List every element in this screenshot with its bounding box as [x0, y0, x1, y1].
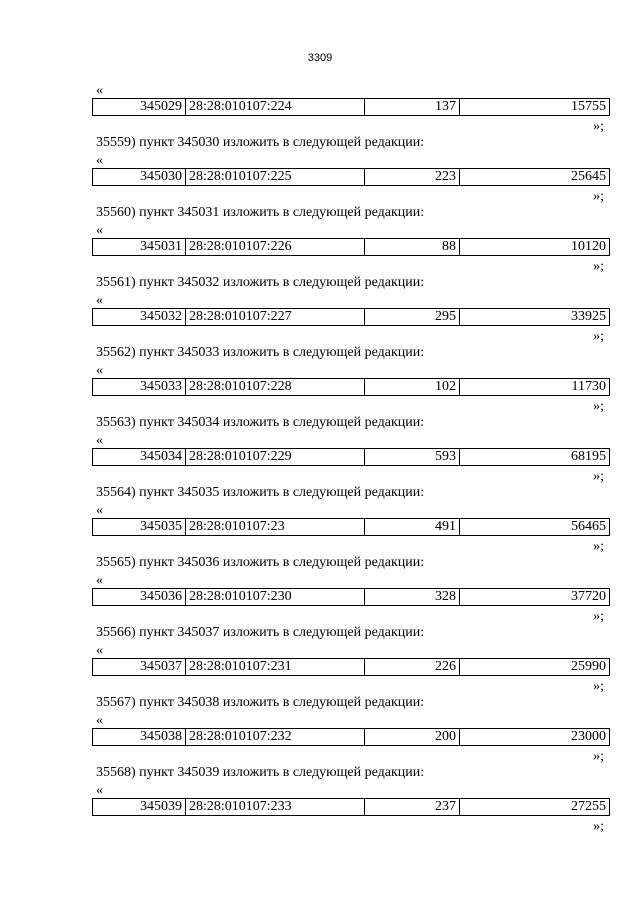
table-row	[93, 659, 610, 676]
open-quote: «	[96, 83, 103, 98]
table-row	[93, 99, 610, 116]
close-quote: »;	[593, 679, 604, 694]
table-row	[93, 519, 610, 536]
amendment-block	[92, 294, 610, 364]
table-row	[93, 239, 610, 256]
amendment-block	[92, 504, 610, 574]
close-quote: »;	[593, 189, 604, 204]
close-quote: »;	[593, 749, 604, 764]
amendment-instruction: 35568) пункт 345039 изложить в следующей редакции:	[96, 765, 425, 780]
cadastral-number: 28:28:010107:230	[186, 589, 365, 606]
record-table	[92, 448, 610, 466]
area-value: 328	[365, 589, 460, 606]
amount-value: 25645	[460, 169, 610, 186]
table-row	[93, 379, 610, 396]
amendment-instruction: 35566) пункт 345037 изложить в следующей редакции:	[96, 625, 425, 640]
record-number: 345033	[93, 379, 186, 396]
record-number: 345034	[93, 449, 186, 466]
open-quote: «	[96, 153, 103, 168]
amount-value: 56465	[460, 519, 610, 536]
area-value: 491	[365, 519, 460, 536]
amendment-instruction: 35563) пункт 345034 изложить в следующей редакции:	[96, 415, 425, 430]
cadastral-number: 28:28:010107:225	[186, 169, 365, 186]
cadastral-number: 28:28:010107:228	[186, 379, 365, 396]
record-number: 345031	[93, 239, 186, 256]
area-value: 102	[365, 379, 460, 396]
amount-value: 27255	[460, 799, 610, 816]
record-number: 345037	[93, 659, 186, 676]
record-number: 345038	[93, 729, 186, 746]
open-quote: «	[96, 783, 103, 798]
record-number: 345029	[93, 99, 186, 116]
document-body	[92, 84, 610, 854]
table-row	[93, 729, 610, 746]
close-quote: »;	[593, 259, 604, 274]
record-table	[92, 658, 610, 676]
amendment-instruction: 35562) пункт 345033 изложить в следующей редакции:	[96, 345, 425, 360]
record-table	[92, 728, 610, 746]
open-quote: «	[96, 293, 103, 308]
open-quote: «	[96, 433, 103, 448]
amendment-block	[92, 364, 610, 434]
record-table	[92, 308, 610, 326]
open-quote: «	[96, 713, 103, 728]
area-value: 223	[365, 169, 460, 186]
close-quote: »;	[593, 119, 604, 134]
amount-value: 25990	[460, 659, 610, 676]
amendment-instruction: 35560) пункт 345031 изложить в следующей редакции:	[96, 205, 425, 220]
cadastral-number: 28:28:010107:229	[186, 449, 365, 466]
close-quote: »;	[593, 539, 604, 554]
close-quote: »;	[593, 469, 604, 484]
open-quote: «	[96, 363, 103, 378]
area-value: 200	[365, 729, 460, 746]
page-number: 3309	[307, 52, 333, 64]
record-table	[92, 588, 610, 606]
open-quote: «	[96, 223, 103, 238]
record-number: 345039	[93, 799, 186, 816]
cadastral-number: 28:28:010107:23	[186, 519, 365, 536]
amount-value: 33925	[460, 309, 610, 326]
amendment-block	[92, 574, 610, 644]
open-quote: «	[96, 503, 103, 518]
amendment-block	[92, 224, 610, 294]
area-value: 226	[365, 659, 460, 676]
amount-value: 68195	[460, 449, 610, 466]
record-number: 345030	[93, 169, 186, 186]
record-number: 345036	[93, 589, 186, 606]
table-row	[93, 309, 610, 326]
close-quote: »;	[593, 399, 604, 414]
amendment-block	[92, 784, 610, 854]
amendment-instruction: 35559) пункт 345030 изложить в следующей редакции:	[96, 135, 425, 150]
close-quote: »;	[593, 609, 604, 624]
cadastral-number: 28:28:010107:232	[186, 729, 365, 746]
area-value: 237	[365, 799, 460, 816]
area-value: 88	[365, 239, 460, 256]
record-table	[92, 98, 610, 116]
area-value: 137	[365, 99, 460, 116]
cadastral-number: 28:28:010107:231	[186, 659, 365, 676]
record-table	[92, 798, 610, 816]
amendment-instruction: 35565) пункт 345036 изложить в следующей редакции:	[96, 555, 425, 570]
record-number: 345032	[93, 309, 186, 326]
record-table	[92, 518, 610, 536]
record-table	[92, 238, 610, 256]
amount-value: 15755	[460, 99, 610, 116]
amendment-block	[92, 154, 610, 224]
record-number: 345035	[93, 519, 186, 536]
amount-value: 10120	[460, 239, 610, 256]
amendment-instruction: 35561) пункт 345032 изложить в следующей редакции:	[96, 275, 425, 290]
amendment-block	[92, 84, 610, 154]
record-table	[92, 378, 610, 396]
table-row	[93, 169, 610, 186]
close-quote: »;	[593, 819, 604, 834]
table-row	[93, 449, 610, 466]
cadastral-number: 28:28:010107:233	[186, 799, 365, 816]
cadastral-number: 28:28:010107:227	[186, 309, 365, 326]
open-quote: «	[96, 573, 103, 588]
amendment-block	[92, 644, 610, 714]
amendment-block	[92, 714, 610, 784]
open-quote: «	[96, 643, 103, 658]
area-value: 295	[365, 309, 460, 326]
table-row	[93, 589, 610, 606]
amendment-block	[92, 434, 610, 504]
cadastral-number: 28:28:010107:226	[186, 239, 365, 256]
area-value: 593	[365, 449, 460, 466]
close-quote: »;	[593, 329, 604, 344]
record-table	[92, 168, 610, 186]
amount-value: 23000	[460, 729, 610, 746]
amount-value: 11730	[460, 379, 610, 396]
amendment-instruction: 35564) пункт 345035 изложить в следующей редакции:	[96, 485, 425, 500]
amendment-instruction: 35567) пункт 345038 изложить в следующей редакции:	[96, 695, 425, 710]
cadastral-number: 28:28:010107:224	[186, 99, 365, 116]
table-row	[93, 799, 610, 816]
amount-value: 37720	[460, 589, 610, 606]
